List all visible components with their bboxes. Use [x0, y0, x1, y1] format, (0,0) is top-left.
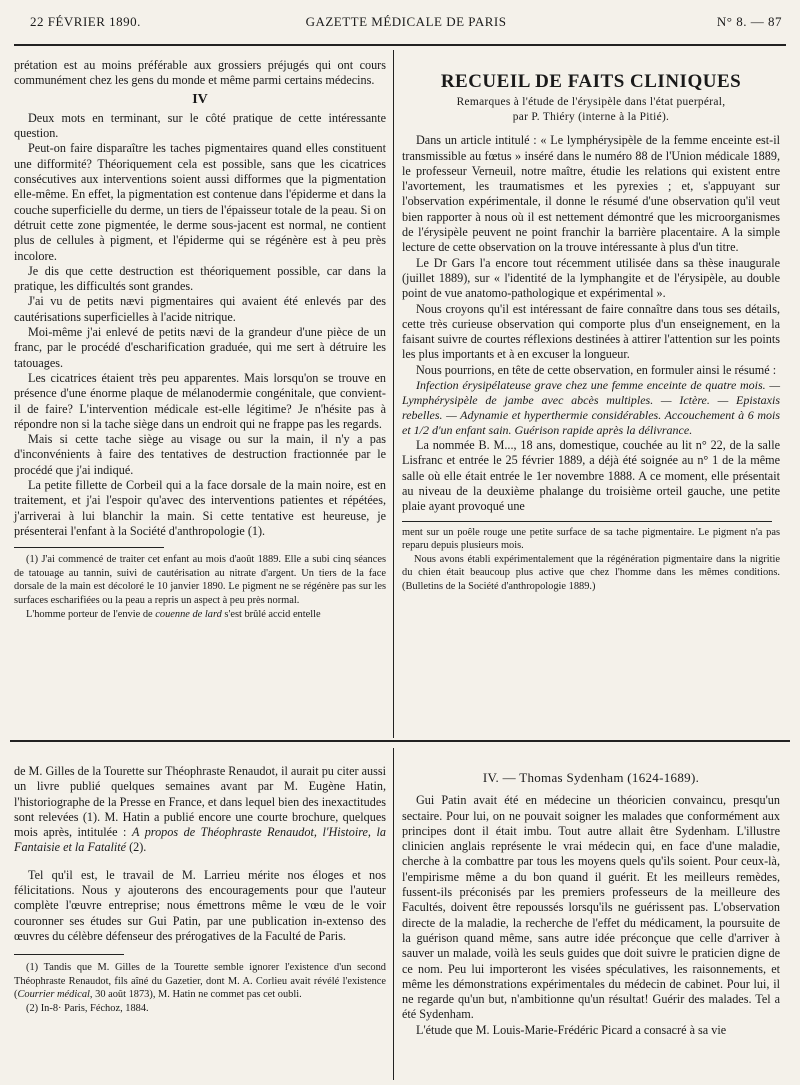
issue-number: N° 8. — 87 [716, 14, 782, 29]
section-separator [10, 740, 790, 742]
column-divider-bottom [393, 748, 394, 1080]
paragraph: Deux mots en terminant, sur le côté pratique de cette intéressante question. [14, 110, 386, 141]
footnote: ment sur un poêle rouge une petite surface de sa tache pigmentaire. Le pigment n'a pas reparu depuis plusieurs mois. [402, 526, 780, 552]
paragraph: Dans un article intitulé : « Le lymphérysipèle de la femme enceinte est-il transmissible au fœtus » inséré dans le numéro 88 de l'Union médicale 1889, le professeur Verneuil, notre maître, étudie les relations qui existent entre l'avortement, les traumatismes et les pyrexies ; et, s'appuyant sur l'observation expérimentale, il donne le résumé d'une observation qu'il veut bien rapporter à nous où il est nettement démontré que les microorganismes de l'érysipèle peuvent ne point franchir la barrière placentaire. A la simple lecture de cette observation on la trouve intéressante à plus d'un titre. [402, 133, 780, 255]
paragraph: Peut-on faire disparaître les taches pigmentaires quand elles constituent une difformité? Théoriquement cela est possible, sans que les cicatrices consécutives aux interventions soient aussi difformes que la pigmentation elle-même. En effet, la pigmentation est contenue dans l'épiderme et dans la couche superficielle du derme, un tiers de l'épaisseur totale de la peau. Si on détruit cette zone pigmentée, le derme sous-jacent est normal, ne contient plus de cellules à pigment, et l'épiderme qui se régénère est à peu près incolore. [14, 141, 386, 263]
footnote-italic: Courrier médical [17, 989, 90, 1001]
page-header [30, 14, 782, 44]
paragraph: Moi-même j'ai enlevé de petits nævi de la grandeur d'une pièce de un franc, par le procédé d'escharification graduée, qui me sert à détruire les tatouages. [14, 325, 386, 370]
header-rule [14, 44, 786, 46]
brochure-title: A propos de Théophraste Renaudot, l'Histoire, la Fantaisie et la Fatalité [14, 825, 386, 855]
paragraph: J'ai vu de petits nævi pigmentaires qui avaient été enlevés par des cautérisations superficielles à l'acide nitrique. [14, 294, 386, 324]
paragraph [14, 764, 386, 856]
paragraph: Mais si cette tache siège au visage ou sur la main, il n'y a pas d'inconvénients à faire des tentatives de destruction fractionnée par le procédé que j'ai indiqué. [14, 432, 386, 477]
author-line: par P. Thiéry (interne à la Pitié). [512, 111, 670, 124]
journal-title: GAZETTE MÉDICALE DE PARIS [305, 14, 507, 29]
paragraph: Nous pourrions, en tête de cette observation, en formuler ainsi le résumé : [416, 362, 777, 377]
issue-date: 22 FÉVRIER 1890. [30, 14, 141, 29]
column-divider-top [393, 50, 394, 738]
footnote-text: s'est brûlé accid entelle [221, 608, 321, 620]
case-summary: Infection érysipélateuse grave chez une femme enceinte de quatre mois. — Lymphérysipèle de jambe avec abcès multiples. — Ictère. — Epistaxis rebelles. — Adynamie et hyperthermie considérables. Accouchement à 6 mois et 1/2 d'un enfant sain. Guérison rapide après la délivrance. [402, 378, 780, 438]
subtitle-line: Remarques à l'étude de l'érysipèle dans l'état puerpéral, [456, 96, 726, 109]
right-column-top [402, 71, 780, 594]
footnote-text: , 30 août 1873), M. Hatin ne commet pas cet oubli. [89, 989, 302, 1001]
right-column-bottom [402, 770, 780, 1038]
article-subtitle [402, 95, 780, 125]
paragraph: Tel qu'il est, le travail de M. Larrieu mérite nos éloges et nos félicitations. Nous y ajouterons des encouragements pour que l'auteur complète l'œuvre entreprise; nous émettrons même le vœu de le voir couronner ses études sur Gui Patin, par une publication in-extenso des œuvres du célèbre défenseur des prérogatives de la Faculté de Paris. [14, 867, 386, 943]
footnote: Nous avons établi expérimentalement que la régénération pigmentaire dans la nigritie du chien était beaucoup plus active que chez l'homme dans les mêmes conditions. (Bulletins de la Société d'anthropologie 1889.) [402, 553, 780, 592]
footnote-rule [14, 954, 124, 955]
footnotes [14, 553, 386, 621]
paragraph: Le Dr Gars l'a encore tout récemment utilisée dans sa thèse inaugurale (juillet 1889), sur « l'identité de la lymphangite et de l'érysipèle, au double point de vue anatomo-pathologique et expérimental ». [402, 255, 780, 301]
paragraph: L'étude que M. Louis-Marie-Frédéric Picard a consacré à sa vie [416, 1022, 727, 1037]
paragraph-text: (2). [126, 840, 147, 855]
paragraph: Les cicatrices étaient très peu apparentes. Mais lorsqu'on se trouve en présence d'une énorme plaque de mélanodermie congénitale, que convient-il de faire? L'intervention médicale est-elle légitime? Je n'hésite pas à répondre non si la tache siège dans un endroit qui ne frappe pas les regards. [14, 370, 386, 431]
paragraph: Nous croyons qu'il est intéressant de faire connaître dans tous ses détails, cette très curieuse observation qui comporte plus d'un enseignement, en la faisant suivre de courtes réflexions destinées à attirer l'attention sur les points les plus importants et à en excuser la longueur. [402, 301, 780, 362]
article-title: RECUEIL DE FAITS CLINIQUES [440, 71, 742, 92]
footnote [14, 961, 386, 1002]
footnote-rule [14, 547, 164, 548]
footnote: (2) In-8· Paris, Féchoz, 1884. [26, 1003, 149, 1015]
footnote: (1) J'ai commencé de traiter cet enfant au mois d'août 1889. Elle a subi cinq séances de tatouage au tannin, suivi de cautérisation au nitrate d'argent. Un tiers de la face dorsale de la main est décoloré le 10 janvier 1890. Le pigment ne se régénère pas sur les surfaces escharifiées ou la peau a repris un aspect à peu près normal. [14, 554, 386, 606]
footnotes-continued [402, 526, 780, 594]
paragraph: Gui Patin avait été en médecine un théoricien convaincu, presqu'un sectaire. Pour lui, on ne pouvait soigner les malades que conformément aux principes dont il était imbu. Tout autre allait être Sydenham. L'illustre clinicien anglais représente le vrai médecin qui, en face d'une maladie, cherche à la combattre par tous les moyens quels qu'ils soient. Pour ceux-là, l'empirisme même a du bon quand il guérit. Et les meilleurs remèdes, fussent-ils préconisés par les premiers professeurs de la meilleure des Facultés, doivent être repoussés lorsqu'ils ne guérissent pas. L'observation directe de la maladie, la recherche de l'effet du médicament, la poursuite de la guérison quand même, sans autre idée préconçue que celle d'arriver à sauver un malade, voilà les seuls guides que doit suivre le praticien digne de ce nom. Peu lui importeront les visées spéculatives, les raisonnements, et même les démonstrations expérimentales du médecin de cabinet. Pour lui, il ne regarde qu'un but, n'ambitionne qu'un résultat! Guérir des malades. Tel a été Sydenham. [402, 793, 780, 1022]
left-column-top [14, 58, 386, 621]
section-heading: IV. — Thomas Sydenham (1624-1689). [482, 770, 700, 785]
paragraph-text: de M. Gilles de la Tourette sur Théophraste Renaudot, il aurait pu citer aussi un livre publié quelques semaines avant par M. Eugène Hatin, l'historiographe de la Presse en France, et dans lequel bien des inexactitudes sont relevées (1). M. Hatin a publié encore une courte brochure, quelques mois après, intitulée : [14, 764, 387, 840]
paragraph: La petite fillette de Corbeil qui a la face dorsale de la main noire, est en traitement, et j'ai l'espoir qu'avec des interventions patientes et répétées, j'arriverai à lui blanchir la main. Si cette tentative est heureuse, je présenterai l'enfant à la Société d'anthropologie (1). [14, 478, 386, 538]
paragraph: Je dis que cette destruction est théoriquement possible, car dans la pratique, les difficultés sont grandes. [14, 263, 386, 294]
footnote-text: L'homme porteur de l'envie de [26, 608, 156, 620]
footnote-italic: couenne de lard [155, 608, 222, 620]
footnote-text: (1) Tandis que M. Gilles de la Tourette semble ignorer l'existence d'un second Théophraste Renaudot, fils aîné du Gazetier, dont M. A. Corlieu avait révélé l'existence ( [14, 962, 386, 1001]
continuation-paragraph: prétation est au moins préférable aux grossiers préjugés qui ont cours communément chez les gens du monde et même parmi certains médecins. [14, 58, 386, 88]
footnote [14, 608, 386, 622]
section-heading: IV [192, 91, 208, 107]
paragraph: La nommée B. M..., 18 ans, domestique, couchée au lit n° 22, de la salle Lisfranc et entrée le 25 février 1889, a déjà été soignée au n° 1 de la même salle où elle était entrée le 1er novembre 1888. A ce moment, elle présentait au niveau de la deuxième phalange du troisième orteil gauche, une petite plaie ayant provoqué une [402, 438, 780, 514]
left-column-bottom [14, 764, 386, 1016]
footnotes [14, 961, 386, 1015]
footnote-rule [402, 521, 772, 522]
